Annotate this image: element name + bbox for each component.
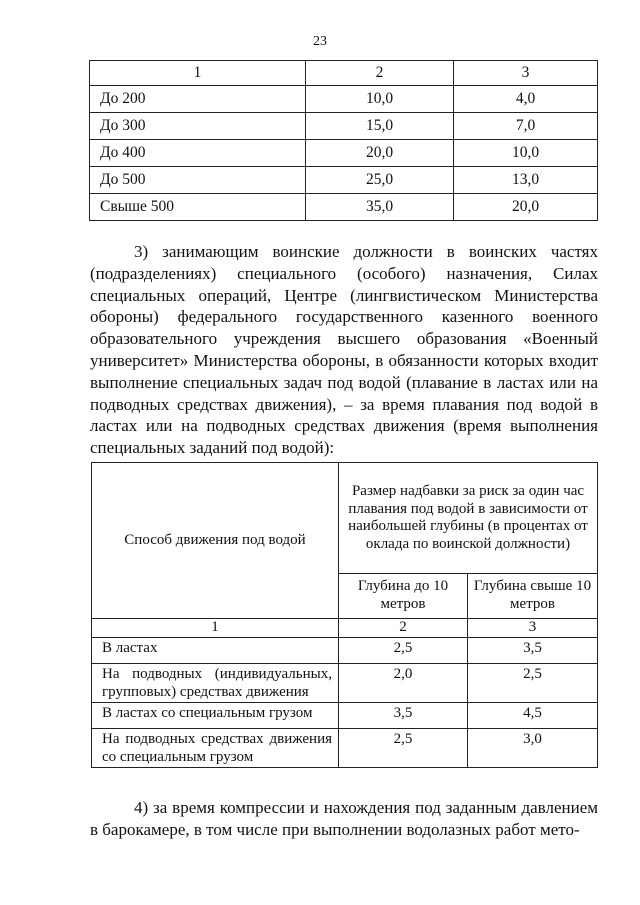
movement-method-cell: На подводных (индивидуальных, групповых) средствах движения: [92, 664, 339, 703]
column-number-1: 1: [92, 619, 339, 638]
depth-cell: Свыше 500: [90, 194, 306, 221]
column-number-2: 2: [306, 61, 454, 86]
value-cell: 13,0: [454, 167, 598, 194]
column-number-1: 1: [90, 61, 306, 86]
column-number-2: 2: [339, 619, 468, 638]
value-cell: 2,5: [339, 638, 468, 664]
value-cell: 2,0: [339, 664, 468, 703]
table-row: [92, 664, 598, 703]
value-cell: 4,0: [454, 86, 598, 113]
depth-up-to-10-header: Глубина до 10 метров: [339, 574, 468, 619]
depth-allowance-table: [89, 60, 598, 221]
table-header-row: [92, 463, 598, 574]
value-cell: 20,0: [306, 140, 454, 167]
value-cell: 15,0: [306, 113, 454, 140]
value-cell: 7,0: [454, 113, 598, 140]
column-number-3: 3: [454, 61, 598, 86]
depth-cell: До 500: [90, 167, 306, 194]
paragraph-item-3: 3) занимающим воинские должности в воинских частях (подразделениях) специального (особого) назначения, Силах специальных операций, Центре (лингвистическом Министерства обороны) федерального государственного казенного военного образовательного учреждения высшего образования «Военный университет» Министерства обороны, в обязанности которых входит выполнение специальных задач под водой (плавание в ластах или на подводных средствах движения), – за время плавания под водой в ластах или на подводных средствах движения (время выполнения специальных заданий под водой):: [90, 242, 598, 458]
column-number-row: [92, 619, 598, 638]
table-row: [92, 638, 598, 664]
table-header-row: [90, 61, 598, 86]
movement-method-cell: В ластах: [92, 638, 339, 664]
paragraph-item-4: 4) за время компрессии и нахождения под заданным давлением в барокамере, в том числе при выполнении водолазных работ мето-: [90, 798, 598, 839]
value-cell: 35,0: [306, 194, 454, 221]
value-cell: 10,0: [306, 86, 454, 113]
depth-cell: До 400: [90, 140, 306, 167]
value-cell: 3,5: [468, 638, 598, 664]
page-number: 23: [313, 34, 327, 49]
value-cell: 2,5: [339, 729, 468, 768]
column-number-3: 3: [468, 619, 598, 638]
underwater-allowance-table: [91, 462, 598, 768]
value-cell: 20,0: [454, 194, 598, 221]
value-cell: 2,5: [468, 664, 598, 703]
value-cell: 3,5: [339, 703, 468, 729]
table-row: [90, 113, 598, 140]
value-cell: 3,0: [468, 729, 598, 768]
value-cell: 25,0: [306, 167, 454, 194]
movement-method-cell: В ластах со специальным грузом: [92, 703, 339, 729]
table-row: [90, 167, 598, 194]
table-row: [90, 194, 598, 221]
table-row: [90, 86, 598, 113]
depth-over-10-header: Глубина свыше 10 метров: [468, 574, 598, 619]
table-row: [90, 140, 598, 167]
allowance-group-header: Размер надбавки за риск за один час плавания под водой в зависимости от наибольшей глубины (в процентах от оклада по воинской должности): [339, 463, 598, 574]
depth-cell: До 300: [90, 113, 306, 140]
value-cell: 10,0: [454, 140, 598, 167]
movement-method-cell: На подводных средствах движения со специальным грузом: [92, 729, 339, 768]
depth-cell: До 200: [90, 86, 306, 113]
table-row: [92, 703, 598, 729]
table-row: [92, 729, 598, 768]
movement-method-header: Способ движения под водой: [92, 463, 339, 619]
value-cell: 4,5: [468, 703, 598, 729]
